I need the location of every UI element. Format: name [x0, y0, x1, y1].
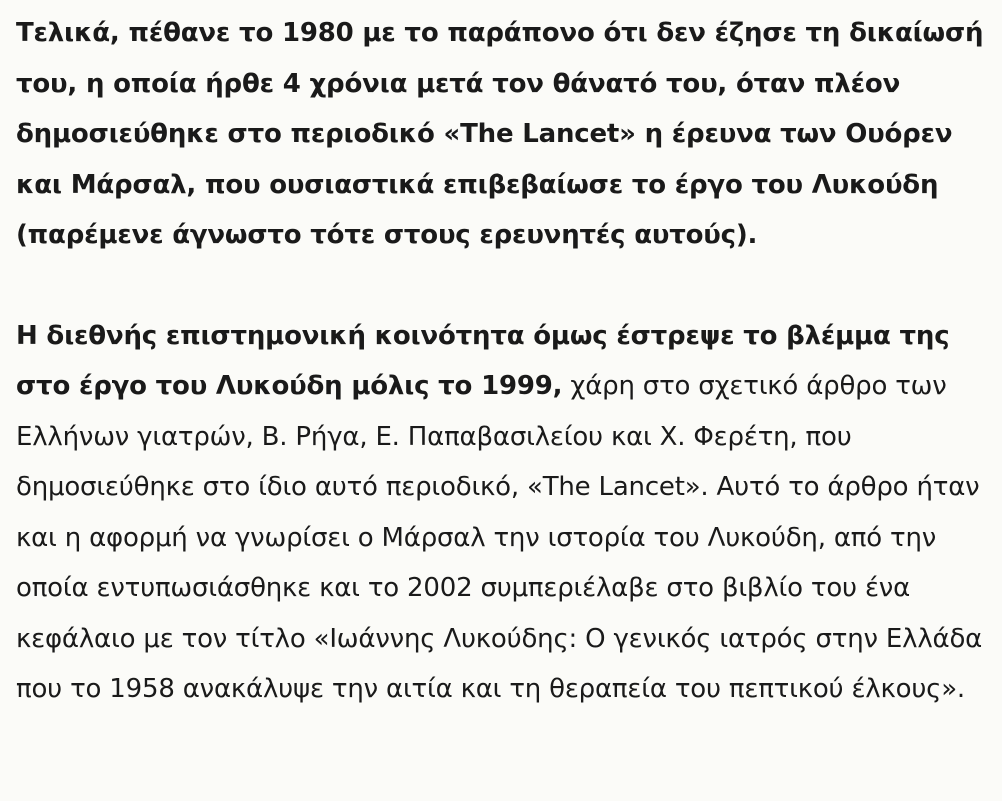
paragraph-2-normal-text: χάρη στο σχετικό άρθρο των Ελλήνων γιατρών, Β. Ρήγα, Ε. Παπαβασιλείου και Χ. Φερέτη, που δημοσιεύθηκε στο ίδιο αυτό περιοδικό, «The Lancet». Αυτό το άρθρο ήταν και η αφορμή να γνωρίσει ο Μάρσαλ την ιστορία του Λυκούδη, από την οποία εντυπωσιάσθηκε και το 2002 συμπεριέλαβε στο βιβλίο του ένα κεφάλαιο με τον τίτλο «Ιωάννης Λυκούδης: Ο γενικός ιατρός στην Ελλάδα που το 1958 ανακάλυψε την αιτία και τη θεραπεία του πεπτικού έλκους».	[16, 371, 983, 704]
paragraph-1-bold-text: Τελικά, πέθανε το 1980 με το παράπονο ότι δεν έζησε τη δικαίωσή του, η οποία ήρθε 4 χρόνια μετά τον θάνατό του, όταν πλέον δημοσιεύθηκε στο περιοδικό «The Lancet» η έρευνα των Ουόρεν και Μάρσαλ, που ουσιαστικά επιβεβαίωσε το έργο του Λυκούδη (παρέμενε άγνωστο τότε στους ερευνητές αυτούς).	[16, 18, 984, 250]
article-body	[16, 8, 986, 715]
paragraph-1	[16, 8, 986, 261]
paragraph-2-bold-text: Η διεθνής επιστημονική κοινότητα όμως έστρεψε το βλέμμα της στο έργο του Λυκούδη μόλις το 1999,	[16, 320, 950, 401]
paragraph-2	[16, 311, 986, 715]
